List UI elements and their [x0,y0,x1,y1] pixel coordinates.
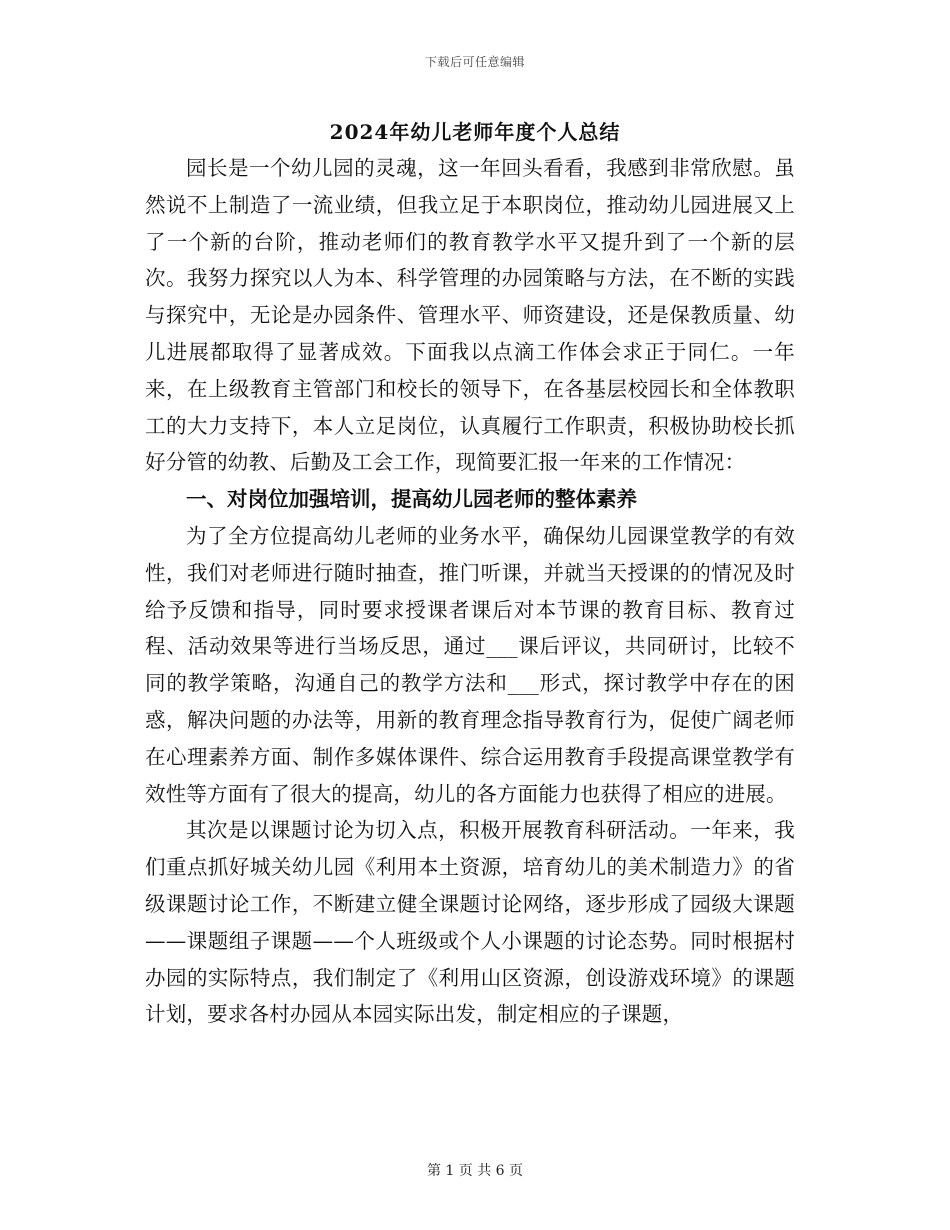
research-paragraph: 其次是以课题讨论为切入点，积极开展教育科研活动。一年来，我们重点抓好城关幼儿园《利用本土资源，培育幼儿的美术制造力》的省级课题讨论工作，不断建立健全课题讨论网络，逐步形成了园级大课题——课题组子课题——个人班级或个人小课题的讨论态势。同时根据村办园的实际特点，我们制定了《利用山区资源，创设游戏环境》的课题计划，要求各村办园从本园实际出发，制定相应的子课题， [145,818,795,1027]
document-title: 2024年幼儿老师年度个人总结 [329,120,621,144]
intro-paragraph: 园长是一个幼儿园的灵魂，这一年回头看看，我感到非常欣慰。虽然说不上制造了一流业绩，但我立足于本职岗位，推动幼儿园进展又上了一个新的台阶，推动老师们的教育教学水平又提升到了一个新的层次。我努力探究以人为本、科学管理的办园策略与方法，在不断的实践与探究中，无论是办园条件、管理水平、师资建设，还是保教质量、幼儿进展都取得了显著成效。下面我以点滴工作体会求正于同仁。一年来，在上级教育主管部门和校长的领导下，在各基层校园长和全体教职工的大力支持下，本人立足岗位，认真履行工作职责，积极协助校长抓好分管的幼教、后勤及工会工作，现简要汇报一年来的工作情况： [145,156,795,475]
page-header: 下载后可任意编辑 [424,55,525,69]
page-footer: 第 1 页 共 6 页 [426,1163,524,1179]
section-heading: 一、对岗位加强培训，提高幼儿园老师的整体素养 [186,487,637,512]
document-body [145,150,795,1033]
training-paragraph: 为了全方位提高幼儿老师的业务水平，确保幼儿园课堂教学的有效性，我们对老师进行随时抽查，推门听课，并就当天授课的的情况及时给予反馈和指导，同时要求授课者课后对本节课的教育目标、教育过程、活动效果等进行当场反思，通过___课后评议，共同研讨，比较不同的教学策略，沟通自己的教学方法和___形式，探讨教学中存在的困惑，解决问题的办法等，用新的教育理念指导教育行为，促使广阔老师在心理素养方面、制作多媒体课件、综合运用教育手段提高课堂教学有效性等方面有了很大的提高，幼儿的各方面能力也获得了相应的进展。 [145,523,795,806]
